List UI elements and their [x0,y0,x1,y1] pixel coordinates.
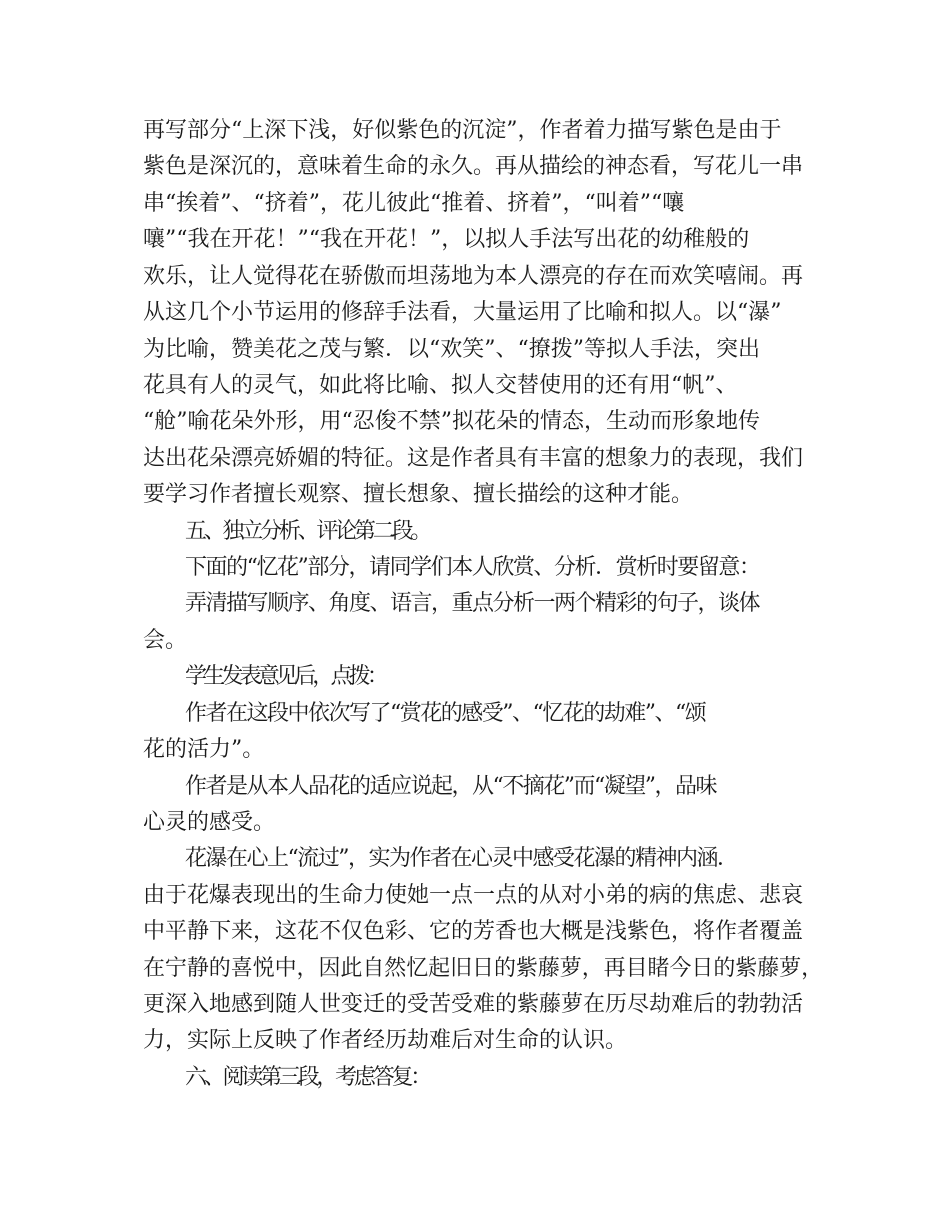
text-line: 作者在这段中依次写了“赏花的感受”、“忆花的劫难”、“颂 [185,701,706,726]
text-line: 要学习作者擅长观察、擅长想象、擅长描绘的这种才能。 [143,482,694,507]
text-line: 为比喻，赞美花之茂与繁．以“欢笑”、“撩拨”等拟人手法，突出 [143,337,760,362]
text-line: 从这几个小节运用的修辞手法看，大量运用了比喻和拟人。以“瀑” [143,300,782,325]
text-line: 中平静下来，这花不仅色彩、它的芳香也大概是浅紫色，将作者覆盖 [143,919,804,944]
section-heading: 六、阅读第三段，考虑答复： [185,1065,430,1090]
text-line: 花的活力”。 [143,737,265,762]
text-line: “舱”喻花朵外形，用“忍俊不禁”拟花朵的情态，生动而形象地传 [143,409,760,434]
text-line: 串“挨着”、“挤着”，花儿彼此“推着、挤着”，“叫着”“嚷 [143,191,685,216]
text-line: 花具有人的灵气，如此将比喻、拟人交替使用的还有用“帆”、 [143,373,738,398]
text-line: 紫色是深沉的，意味着生命的永久。再从描绘的神态看，写花儿一串 [143,154,804,179]
text-line: 学生发表意见后，点拨： [185,664,386,689]
text-line: 欢乐，让人觉得花在骄傲而坦荡地为本人漂亮的存在而欢笑嘻闹。再 [143,264,804,289]
text-line: 更深入地感到随人世变迁的受苦受难的紫藤萝在历尽劫难后的勃勃活 [143,992,804,1017]
text-line: 下面的“忆花”部分，请同学们本人欣赏、分析．赏析时要留意： [185,555,760,580]
text-line: 会。 [143,628,188,653]
text-line: 由于花爆表现出的生命力使她一点一点的从对小弟的病的焦虑、悲哀 [143,883,804,908]
text-line: 心灵的感受。 [143,810,276,835]
text-line: 弄清描写顺序、角度、语言，重点分析一两个精彩的句子，谈体 [185,591,760,616]
text-line: 作者是从本人品花的适应说起，从“不摘花”而“凝望”，品味 [185,774,716,799]
text-line: 嚷”“我在开花！”“我在开花！”，以拟人手法写出花的幼稚般的 [143,227,750,252]
text-line: 在宁静的喜悦中，因此自然忆起旧日的紫藤萝，再目睹今日的紫藤萝， [143,956,824,981]
text-line: 花瀑在心上“流过”，实为作者在心灵中感受花瀑的精神内涵． [185,846,738,871]
section-heading: 五、独立分析、评论第二段。 [185,519,430,544]
text-line: 达出花朵漂亮娇媚的特征。这是作者具有丰富的想象力的表现，我们 [143,446,804,471]
text-line: 力，实际上反映了作者经历劫难后对生命的认识。 [143,1028,628,1053]
text-line: 再写部分“上深下浅，好似紫色的沉淀”，作者着力描写紫色是由于 [143,118,782,143]
